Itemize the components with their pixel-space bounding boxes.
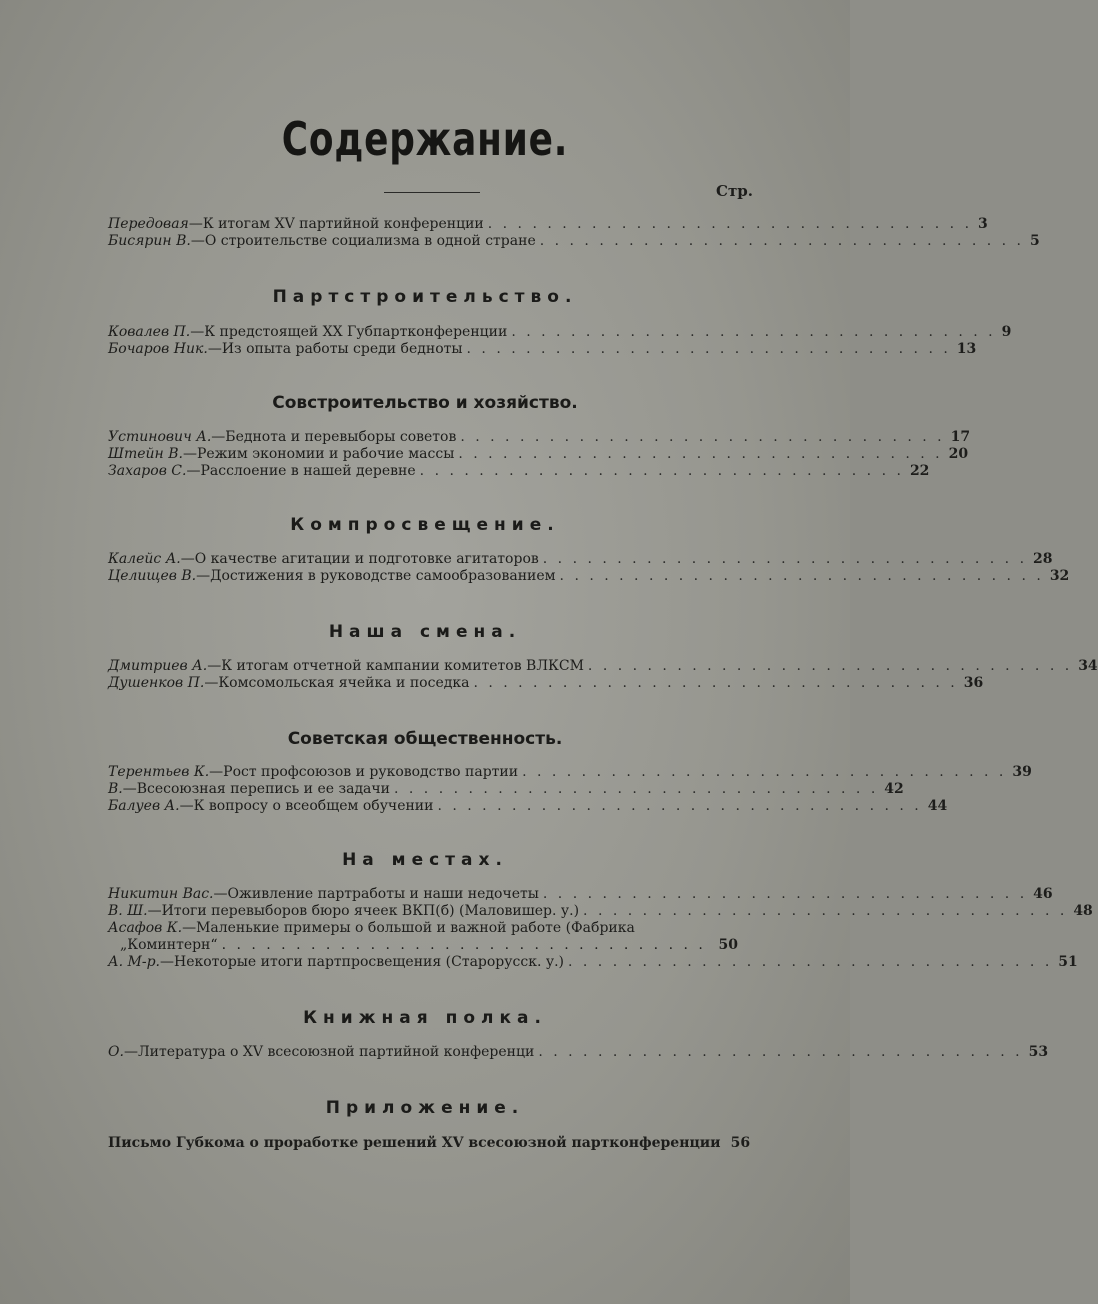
entry-title: Рост профсоюзов и руководство партии [223,764,519,780]
toc-entry [108,233,1040,250]
entry-author: Терентьев К. [108,764,210,780]
leader-dots: . . . . . . . . . . . . . . . . . . . . . . . . . . . . . . . . . [559,568,1044,584]
entry-separator: — [204,675,219,691]
leader-dots: . . . . . . . . . . . . . . . . . . . . . . . . . . . . . . . . . [587,658,1073,674]
entry-title: К итогам отчетной кампании комитетов ВЛКСМ [221,658,584,674]
entry-title: О качестве агитации и подготовке агитаторов [194,551,539,567]
entry-title: Комсомольская ячейка и поседка [218,675,470,691]
entry-page: 32 [1049,568,1070,584]
entry-title: К вопросу о всеобщем обучении [193,798,434,814]
section-heading: Партстроительство. [272,287,578,307]
toc-entry [108,446,969,463]
entry-page: 17 [950,429,971,445]
entry-author: Душенков П. [108,675,205,691]
leader-dots: . . . . . . . . . . . . . . . . . . . . . . . . . . . . . . . . . [437,798,922,814]
toc-entry [108,920,738,937]
section-heading: Наша смена. [328,622,522,642]
entry-author: Дмитриев А. [108,658,208,674]
leader-dots: . . . . . . . . . . . . . . . . . . . . . . . . . . . . . . . . . [487,216,973,232]
toc-entry [108,886,1053,903]
leader-dots: . . . . . . . . . . . . . . . . . . . . . . . . . . . . . . . . . [466,341,951,357]
toc-entry [108,954,1078,971]
entry-author: Захаров С. [108,463,187,479]
entry-title: Маленькие примеры о большой и важной работе (Фабрика [196,920,635,936]
toc-entry [108,764,1032,781]
leader-dots: . . . . . . . . . . . . . . . . . . . . . . . . . . . . . . . . . [568,954,1053,970]
entry-page: 28 [1033,551,1053,567]
toc-entry [108,341,977,358]
section-heading: Книжная полка. [303,1008,547,1028]
leader-dots: . . . . . . . . . . . . . . . . . . . . . . . . . . . . . . . . . [419,463,904,479]
entry-author: В. [108,781,123,797]
toc-entry [108,216,988,233]
entry-separator: — [122,781,137,797]
section-heading: Советская общественность. [287,729,563,749]
entry-page: 50 [718,937,738,953]
entry-separator: — [213,886,228,902]
entry-author: Ковалев П. [108,324,191,340]
entry-separator: — [179,798,194,814]
entry-separator: — [211,429,226,445]
entry-page: 48 [1073,903,1093,919]
entry-page: 34 [1078,658,1098,674]
entry-page: 13 [956,341,977,357]
toc-entry [108,463,930,480]
entry-title: К предстоящей XX Губпартконференции [204,324,508,340]
toc-entry [108,429,971,446]
entry-author: В. Ш. [108,903,148,919]
entry-title: Достижения в руководстве самообразованием [210,568,556,584]
entry-title: Режим экономии и рабочие массы [196,446,455,462]
entry-author: Балуев А. [108,798,180,814]
entry-separator: — [188,216,203,232]
entry-author: Асафов К. [108,920,183,936]
entry-title: Беднота и перевыборы советов [225,429,457,445]
entry-separator: — [207,658,222,674]
entry-title: О строительстве социализма в одной стране [204,233,536,249]
leader-dots: . . . . . . . . . . . . . . . . . . . . . . . . . . . . . . . . . [221,937,706,953]
section-heading: На местах. [342,850,508,870]
entry-page: 20 [948,446,969,462]
section-heading: Приложение. [325,1098,525,1118]
entry-separator: — [209,764,224,780]
toc-entry [108,568,1070,585]
toc-entry [108,675,984,692]
leader-dots: . . . . . . . . . . . . . . . . . . . . . . . . . . . . . . . . . [460,429,945,445]
leader-dots: . . . . . . . . . . . . . . . . . . . . . . . . . . . . . . . . . [458,446,943,462]
leader-dots: . . . . . . . . . . . . . . . . . . . . . . . . . . . . . . . . . [539,233,1024,249]
entry-page: 46 [1033,886,1053,902]
entry-author: А. М-р. [108,954,160,970]
section-heading: Компросвещение. [290,515,560,535]
entry-separator: — [159,954,174,970]
entry-separator: — [186,463,201,479]
entry-page: 36 [963,675,984,691]
entry-page: 42 [884,781,904,797]
entry-page: 9 [1001,324,1012,340]
toc-entry [108,324,1012,341]
leader-dots: . . . . . . . . . . . . . . . . . . . . . . . . . . . . . . . . . [511,324,996,340]
section-heading: Совстроительство и хозяйство. [272,393,578,413]
entry-title-continuation: „Коминтерн“ [120,937,218,953]
page-title: Содержание. [281,112,569,166]
entry-title: Оживление партработы и наши недочеты [227,886,539,902]
entry-separator: — [147,903,162,919]
entry-title: Всесоюзная перепись и ее задачи [136,781,390,797]
entry-page: 51 [1058,954,1078,970]
entry-title: Расслоение в нашей деревне [200,463,416,479]
entry-author: Устинович А. [108,429,212,445]
entry-author: Никитин Вас. [108,886,214,902]
entry-author: Целищев В. [108,568,197,584]
entry-page: 5 [1030,233,1040,249]
entry-page: 44 [927,798,948,814]
entry-separator: — [182,920,197,936]
entry-author: Калейс А. [108,551,181,567]
leader-dots: . . . . . . . . . . . . . . . . . . . . . . . . . . . . . . . . . [394,781,879,797]
entry-separator: — [190,233,205,249]
entry-page: 56 [730,1135,751,1151]
entry-page: 22 [909,463,930,479]
entry-page: 53 [1028,1044,1049,1060]
entry-title: Некоторые итоги партпросвещения (Старорусск. у.) [173,954,564,970]
toc-entry [108,781,904,798]
toc-entry [108,798,948,815]
leader-dots: . . . . . . . . . . . . . . . . . . . . . . . . . . . . . . . . . [583,903,1068,919]
entry-title: Итоги перевыборов бюро ячеек ВКП(б) (Маловишер. у.) [161,903,580,919]
toc-entry [108,903,1093,920]
entry-separator: — [123,1044,138,1060]
entry-page: 39 [1012,764,1032,780]
toc-entry [108,1044,1049,1061]
entry-title: Литература о XV всесоюзной партийной конференци [137,1044,535,1060]
toc-entry [108,658,1098,675]
entry-author: Штейн В. [108,446,183,462]
leader-dots: . . . . . . . . . . . . . . . . . . . . . . . . . . . . . . . . . [542,886,1028,902]
entry-separator: — [180,551,195,567]
toc-entry [108,1135,751,1152]
leader-dots: . . . . . . . . . . . . . . . . . . . . . . . . . . . . . . . . . [538,1044,1023,1060]
toc-entry [108,551,1053,568]
entry-title: Письмо Губкома о проработке решений XV всесоюзной партконференции [108,1135,721,1151]
leader-dots: . . . . . . . . . . . . . . . . . . . . . . . . . . . . . . . . . [542,551,1028,567]
entry-title: К итогам XV партийной конференции [202,216,484,232]
entry-separator: — [207,341,222,357]
toc-entry-continuation [120,937,738,954]
leader-dots: . . . . . . . . . . . . . . . . . . . . . . . . . . . . . . . . . [522,764,1007,780]
page-column-label: Стр. [716,182,753,200]
entry-author: Передовая [108,216,189,232]
entry-separator: — [190,324,205,340]
leader-dots: . . . . . . . . . . . . . . . . . . . . . . . . . . . . . . . . . [473,675,958,691]
entry-author: Бочаров Ник. [108,341,208,357]
entry-author: Бисярин В. [108,233,191,249]
entry-title: Из опыта работы среди бедноты [221,341,463,357]
entry-page: 3 [978,216,988,232]
entry-separator: — [196,568,211,584]
entry-separator: — [182,446,197,462]
entry-author: О. [108,1044,124,1060]
title-rule [384,192,480,193]
